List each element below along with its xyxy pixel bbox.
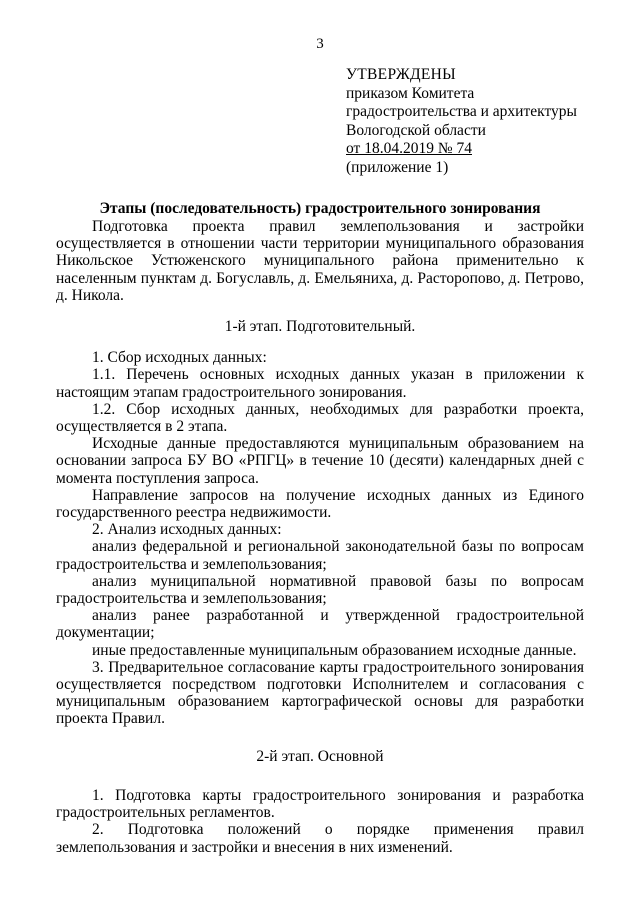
- stage2-item: 2. Подготовка положений о порядке применения правил землепользования и застройки и внесения в них изменений.: [56, 821, 584, 856]
- stage1-item: 3. Предварительное согласование карты градостроительного зонирования осуществляется посредством подготовки Исполнителем и согласования с муниципальным образованием картографической основы для разработки проекта Правил.: [56, 658, 584, 728]
- stage1-item: Исходные данные предоставляются муниципальным образованием на основании запроса БУ ВО «РПГЦ» в течение 10 (десяти) календарных дней с момента поступления запроса.: [56, 435, 584, 487]
- approval-heading: УТВЕРЖДЕНЫ: [346, 66, 456, 83]
- approval-order-number: от 18.04.2019 № 74: [346, 140, 472, 157]
- approval-line: приказом Комитета: [346, 84, 475, 102]
- document-body: [56, 218, 584, 856]
- approval-appendix: (приложение 1): [346, 158, 449, 176]
- stage1-heading: 1-й этап. Подготовительный.: [224, 318, 416, 336]
- approval-line: градостроительства и архитектуры: [346, 103, 577, 120]
- stage1-item: 1.1. Перечень основных исходных данных указан в приложении к настоящим этапам градостроительного зонирования.: [56, 366, 584, 401]
- document-title: Этапы (последовательность) градостроительного зонирования: [99, 200, 541, 217]
- stage1-item: анализ федеральной и региональной законодательной базы по вопросам градостроительства и землепользования;: [56, 538, 584, 573]
- intro-paragraph: Подготовка проекта правил землепользования и застройки осуществляется в отношении части территории муниципального образования Никольское Устюженского муниципального района применительно к населенным пунктам д. Богуславль, д. Емельяниха, д. Расторопово, д. Петрово, д. Никола.: [56, 218, 584, 304]
- stage2-heading: 2-й этап. Основной: [256, 747, 384, 765]
- stage2-item: 1. Подготовка карты градостроительного зонирования и разработка градостроительных регламентов.: [56, 786, 584, 822]
- stage1-item: анализ муниципальной нормативной правовой базы по вопросам градостроительства и землепользования;: [56, 572, 584, 608]
- page-number: 3: [316, 36, 324, 52]
- stage1-item: Направление запросов на получение исходных данных из Единого государственного реестра недвижимости.: [56, 486, 584, 522]
- stage1-item: 1. Сбор исходных данных:: [92, 349, 267, 367]
- approval-line: Вологодской области: [346, 121, 486, 139]
- approval-block: [346, 66, 577, 177]
- stage1-item: анализ ранее разработанной и утвержденной градостроительной документации;: [56, 607, 584, 642]
- stage1-item: 1.2. Сбор исходных данных, необходимых для разработки проекта, осуществляется в 2 этапа.: [56, 400, 584, 436]
- stage1-item: 2. Анализ исходных данных:: [92, 521, 282, 539]
- stage1-item: иные предоставленные муниципальным образованием исходные данные.: [92, 641, 577, 659]
